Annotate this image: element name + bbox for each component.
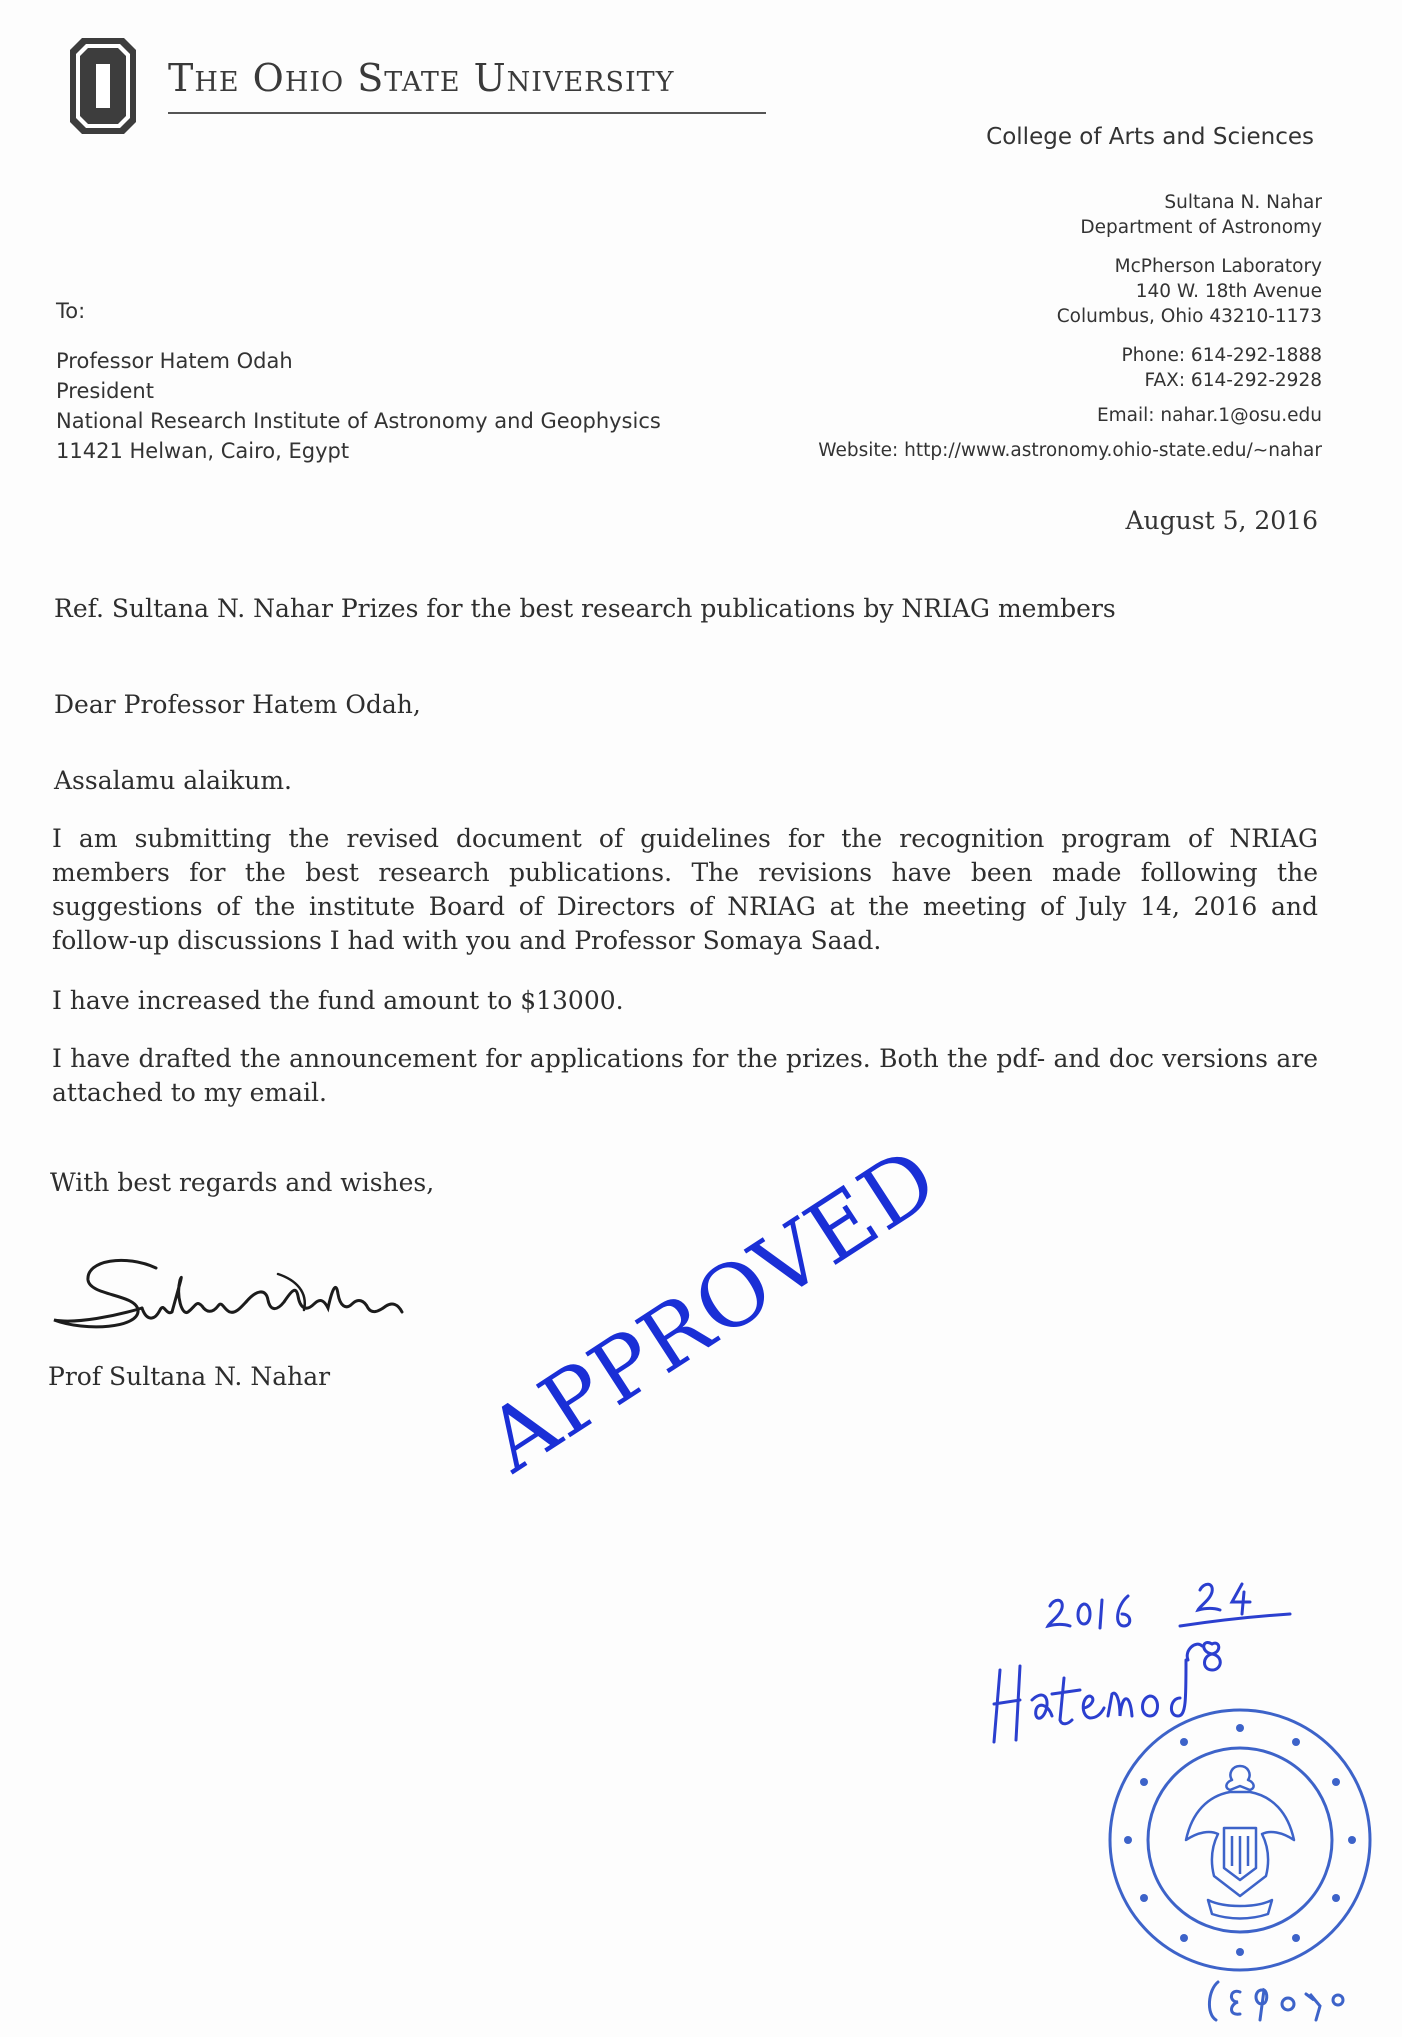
letter-date: August 5, 2016 [1125, 506, 1318, 535]
sender-fax: FAX: 614-292-2928 [1144, 370, 1322, 391]
university-name: The Ohio State University [168, 56, 675, 100]
sender-street: 140 W. 18th Avenue [1135, 281, 1322, 302]
letterhead-rule [168, 112, 766, 114]
recipient-address: 11421 Helwan, Cairo, Egypt [56, 439, 350, 463]
reference-line: Ref. Sultana N. Nahar Prizes for the best research publications by NRIAG members [54, 594, 1116, 623]
to-label: To: [56, 299, 86, 323]
signer-name: Prof Sultana N. Nahar [48, 1362, 331, 1391]
salutation: Dear Professor Hatem Odah, [54, 690, 421, 719]
recipient-block [56, 296, 661, 466]
block-o-logo-icon [70, 38, 136, 134]
sender-building: McPherson Laboratory [1114, 256, 1322, 277]
sender-block [702, 190, 1322, 463]
eagle-seal-icon [1100, 1700, 1380, 1980]
sender-email: Email: nahar.1@osu.edu [1096, 405, 1322, 426]
sender-website: Website: http://www.astronomy.ohio-state.edu/∼nahar [818, 440, 1322, 461]
recipient-institution: National Research Institute of Astronomy and Geophysics [56, 409, 661, 433]
handwritten-signature [46, 1250, 426, 1350]
body-paragraph: I have increased the fund amount to $13000. [52, 986, 624, 1015]
recipient-title: President [56, 379, 154, 403]
approved-stamp: APPROVED [470, 1128, 956, 1492]
handwritten-reference-number [1200, 1970, 1360, 2030]
sender-name: Sultana N. Nahar [1164, 192, 1322, 213]
college-name: College of Arts and Sciences [986, 124, 1314, 150]
recipient-name: Professor Hatem Odah [56, 349, 293, 373]
sender-city: Columbus, Ohio 43210-1173 [1056, 306, 1322, 327]
body-paragraph: I have drafted the announcement for applications for the prizes. Both the pdf- and doc versions are attached to my email. [52, 1044, 1318, 1107]
body-paragraph: I am submitting the revised document of guidelines for the recognition program of NRIAG members for the best research publications. The revisions have been made following the suggestions of the institute Board of Directors of NRIAG at the meeting of July 14, 2016 and follow-up discussions I had with you and Professor Somaya Saad. [52, 824, 1318, 955]
closing: With best regards and wishes, [50, 1168, 435, 1197]
sender-department: Department of Astronomy [1080, 217, 1322, 238]
sender-phone: Phone: 614-292-1888 [1121, 345, 1322, 366]
greeting: Assalamu alaikum. [54, 766, 292, 795]
